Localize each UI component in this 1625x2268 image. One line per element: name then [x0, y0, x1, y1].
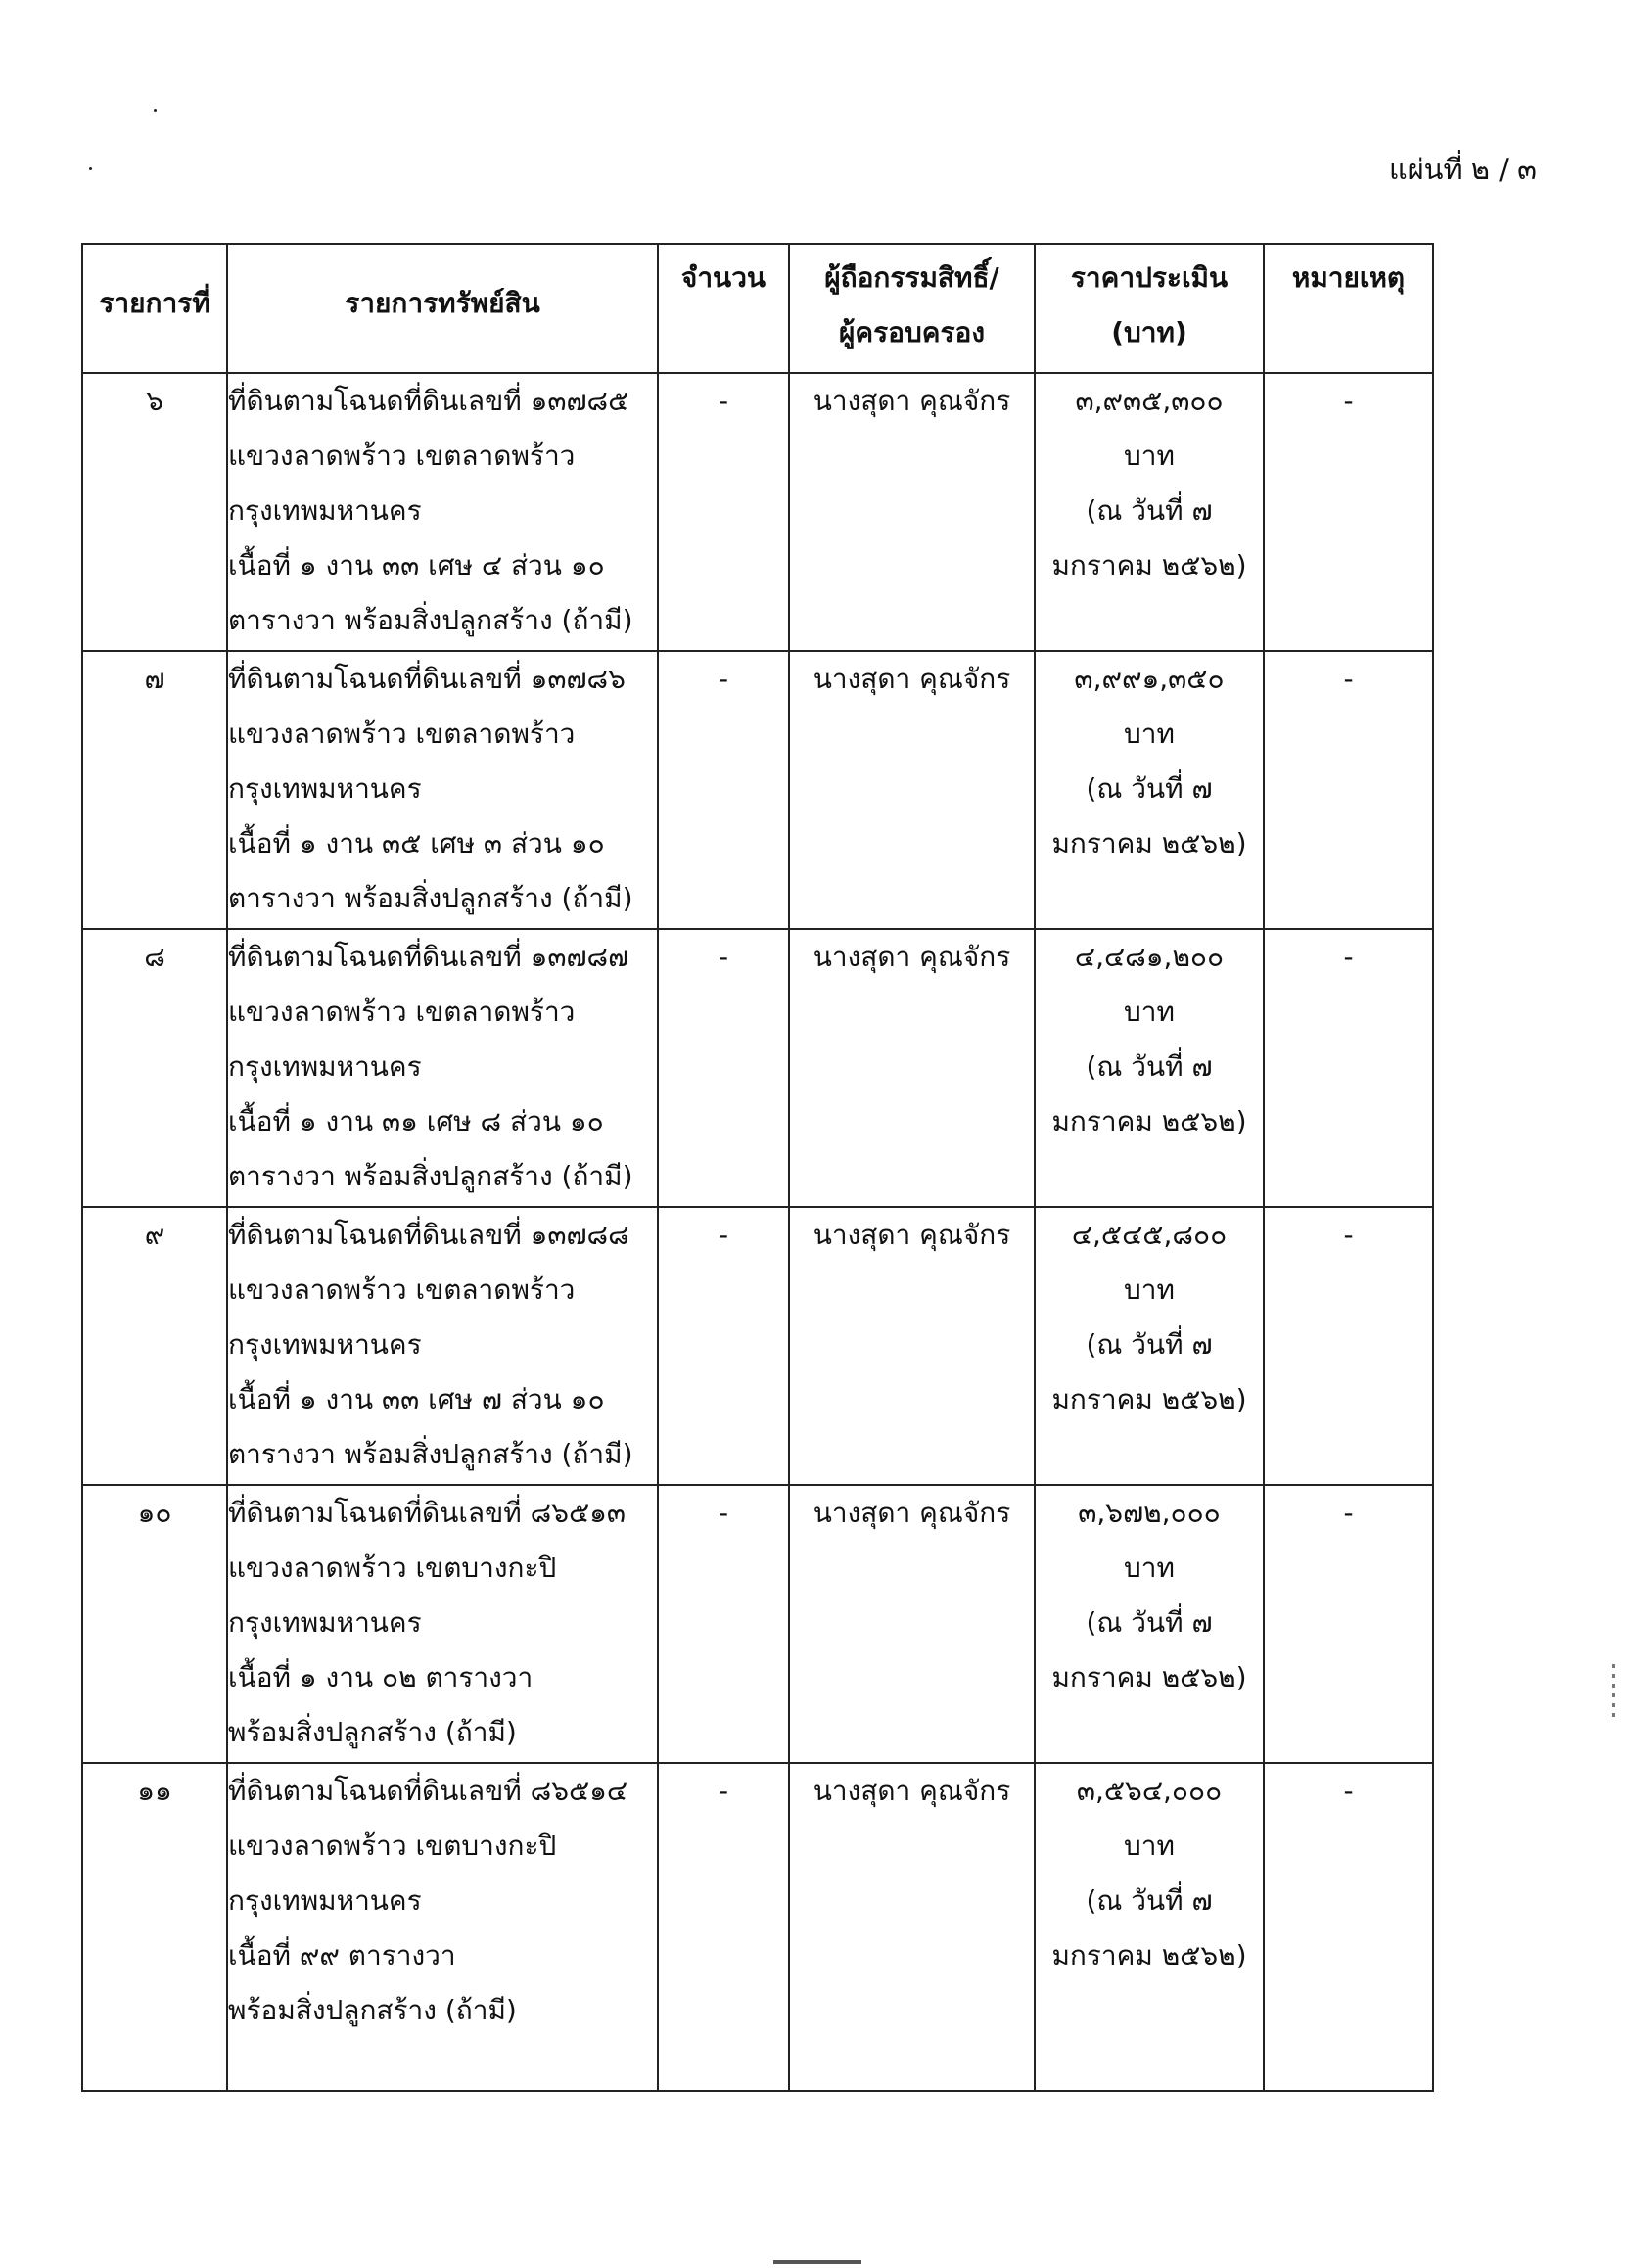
description-line: ที่ดินตามโฉนดที่ดินเลขที่ ๘๖๕๑๓	[228, 1497, 627, 1529]
description-line: กรุงเทพมหานคร	[228, 1328, 422, 1361]
price-line: บาท	[1124, 1829, 1175, 1862]
price-line: บาท	[1124, 1273, 1175, 1306]
cell-owner: นางสุดา คุณจักร	[789, 373, 1035, 651]
price-line: บาท	[1124, 440, 1175, 472]
description-line: แขวงลาดพร้าว เขตลาดพร้าว	[228, 1273, 576, 1306]
price-line: ๓,๙๙๑,๓๕๐	[1074, 663, 1225, 695]
price-line: บาท	[1124, 1551, 1175, 1584]
description-line: เนื้อที่ ๙๙ ตารางวา	[228, 1939, 456, 1971]
header-no-label: รายการที่	[99, 287, 210, 319]
scan-bottom-mark	[773, 2260, 861, 2264]
description-line: กรุงเทพมหานคร	[228, 1884, 422, 1917]
table-row	[82, 929, 1433, 1207]
cell-owner: นางสุดา คุณจักร	[789, 1485, 1035, 1763]
price-line: (ณ วันที่ ๗	[1086, 1328, 1213, 1361]
cell-price	[1035, 1207, 1264, 1485]
header-quantity	[658, 244, 789, 373]
scan-speck	[89, 167, 92, 170]
cell-no: ๗	[82, 651, 227, 929]
description-line: ตารางวา พร้อมสิ่งปลูกสร้าง (ถ้ามี)	[228, 1160, 633, 1192]
description-line: แขวงลาดพร้าว เขตลาดพร้าว	[228, 717, 576, 750]
description-line: กรุงเทพมหานคร	[228, 1606, 422, 1639]
table-row	[82, 1207, 1433, 1485]
cell-price	[1035, 373, 1264, 651]
price-line: มกราคม ๒๕๖๒)	[1051, 827, 1247, 859]
asset-table	[81, 243, 1434, 2092]
description-line: แขวงลาดพร้าว เขตบางกะปิ	[228, 1829, 557, 1862]
header-quantity-label: จำนวน	[680, 261, 766, 294]
table-row	[82, 1763, 1433, 2091]
cell-price	[1035, 1485, 1264, 1763]
cell-description	[227, 1763, 658, 2091]
description-line: ตารางวา พร้อมสิ่งปลูกสร้าง (ถ้ามี)	[228, 882, 633, 914]
header-description	[227, 244, 658, 373]
price-line: มกราคม ๒๕๖๒)	[1051, 549, 1247, 581]
description-line: เนื้อที่ ๑ งาน ๓๓ เศษ ๔ ส่วน ๑๐	[228, 549, 605, 581]
cell-owner: นางสุดา คุณจักร	[789, 651, 1035, 929]
cell-note: -	[1264, 1763, 1433, 2091]
cell-quantity: -	[658, 651, 789, 929]
sheet-number: แผ่นที่ ๒ / ๓	[1389, 153, 1537, 186]
table-row	[82, 651, 1433, 929]
cell-note: -	[1264, 373, 1433, 651]
cell-owner: นางสุดา คุณจักร	[789, 1207, 1035, 1485]
header-note-label: หมายเหตุ	[1291, 261, 1406, 294]
description-line: เนื้อที่ ๑ งาน ๓๓ เศษ ๗ ส่วน ๑๐	[228, 1383, 605, 1415]
description-line: แขวงลาดพร้าว เขตลาดพร้าว	[228, 995, 576, 1028]
header-price-label	[1036, 245, 1263, 360]
cell-no: ๑๑	[82, 1763, 227, 2091]
description-line: แขวงลาดพร้าว เขตลาดพร้าว	[228, 440, 576, 472]
header-price-line: (บาท)	[1111, 316, 1187, 348]
price-line: มกราคม ๒๕๖๒)	[1051, 1661, 1247, 1693]
description-line: กรุงเทพมหานคร	[228, 494, 422, 527]
price-line: มกราคม ๒๕๖๒)	[1051, 1939, 1247, 1971]
cell-quantity: -	[658, 1207, 789, 1485]
price-line: ๓,๕๖๔,๐๐๐	[1076, 1775, 1223, 1807]
scan-edge-marks	[1612, 1664, 1615, 1723]
cell-quantity: -	[658, 373, 789, 651]
cell-owner: นางสุดา คุณจักร	[789, 929, 1035, 1207]
description-line: ที่ดินตามโฉนดที่ดินเลขที่ ๑๓๗๘๗	[228, 941, 629, 973]
header-owner	[789, 244, 1035, 373]
description-line: ตารางวา พร้อมสิ่งปลูกสร้าง (ถ้ามี)	[228, 604, 633, 636]
price-line: ๔,๕๔๕,๘๐๐	[1071, 1219, 1228, 1251]
price-line: (ณ วันที่ ๗	[1086, 1884, 1213, 1917]
price-line: ๓,๙๓๕,๓๐๐	[1075, 385, 1224, 417]
header-owner-line: ผู้ถือกรรมสิทธิ์/	[824, 261, 999, 294]
price-line: (ณ วันที่ ๗	[1086, 1606, 1213, 1639]
header-owner-line: ผู้ครอบครอง	[838, 316, 986, 348]
price-line: (ณ วันที่ ๗	[1086, 1050, 1213, 1083]
cell-price	[1035, 1763, 1264, 2091]
cell-no: ๑๐	[82, 1485, 227, 1763]
header-no	[82, 244, 227, 373]
price-line: ๔,๔๘๑,๒๐๐	[1074, 941, 1225, 973]
cell-note: -	[1264, 1485, 1433, 1763]
price-line: บาท	[1124, 995, 1175, 1028]
description-line: ที่ดินตามโฉนดที่ดินเลขที่ ๑๓๗๘๕	[228, 385, 629, 417]
scan-speck	[154, 109, 157, 112]
cell-quantity: -	[658, 929, 789, 1207]
cell-note: -	[1264, 929, 1433, 1207]
cell-no: ๘	[82, 929, 227, 1207]
description-line: ที่ดินตามโฉนดที่ดินเลขที่ ๘๖๕๑๔	[228, 1775, 628, 1807]
cell-description	[227, 651, 658, 929]
header-note	[1264, 244, 1433, 373]
price-line: มกราคม ๒๕๖๒)	[1051, 1383, 1247, 1415]
cell-description	[227, 1207, 658, 1485]
cell-note: -	[1264, 651, 1433, 929]
table-row	[82, 373, 1433, 651]
description-line: เนื้อที่ ๑ งาน ๓๑ เศษ ๘ ส่วน ๑๐	[228, 1105, 604, 1137]
cell-no: ๙	[82, 1207, 227, 1485]
header-owner-label	[790, 245, 1034, 360]
cell-description	[227, 1485, 658, 1763]
description-line: ที่ดินตามโฉนดที่ดินเลขที่ ๑๓๗๘๘	[228, 1219, 629, 1251]
price-line: มกราคม ๒๕๖๒)	[1051, 1105, 1247, 1137]
description-line: เนื้อที่ ๑ งาน ๐๒ ตารางวา	[228, 1661, 534, 1693]
header-description-label: รายการทรัพย์สิน	[345, 287, 540, 319]
description-line: ตารางวา พร้อมสิ่งปลูกสร้าง (ถ้ามี)	[228, 1438, 633, 1470]
description-line: พร้อมสิ่งปลูกสร้าง (ถ้ามี)	[228, 1994, 517, 2026]
cell-price	[1035, 651, 1264, 929]
cell-price	[1035, 929, 1264, 1207]
description-line: เนื้อที่ ๑ งาน ๓๕ เศษ ๓ ส่วน ๑๐	[228, 827, 605, 859]
cell-no: ๖	[82, 373, 227, 651]
cell-quantity: -	[658, 1763, 789, 2091]
cell-owner: นางสุดา คุณจักร	[789, 1763, 1035, 2091]
description-line: แขวงลาดพร้าว เขตบางกะปิ	[228, 1551, 557, 1584]
table-header-row	[82, 244, 1433, 373]
header-price	[1035, 244, 1264, 373]
price-line: (ณ วันที่ ๗	[1086, 772, 1213, 805]
description-line: กรุงเทพมหานคร	[228, 772, 422, 805]
cell-quantity: -	[658, 1485, 789, 1763]
cell-description	[227, 373, 658, 651]
header-price-line: ราคาประเมิน	[1070, 261, 1229, 294]
description-line: กรุงเทพมหานคร	[228, 1050, 422, 1083]
price-line: (ณ วันที่ ๗	[1086, 494, 1213, 527]
cell-note: -	[1264, 1207, 1433, 1485]
description-line: พร้อมสิ่งปลูกสร้าง (ถ้ามี)	[228, 1716, 517, 1748]
price-line: ๓,๖๗๒,๐๐๐	[1078, 1497, 1221, 1529]
description-line: ที่ดินตามโฉนดที่ดินเลขที่ ๑๓๗๘๖	[228, 663, 626, 695]
table-row	[82, 1485, 1433, 1763]
cell-description	[227, 929, 658, 1207]
price-line: บาท	[1124, 717, 1175, 750]
